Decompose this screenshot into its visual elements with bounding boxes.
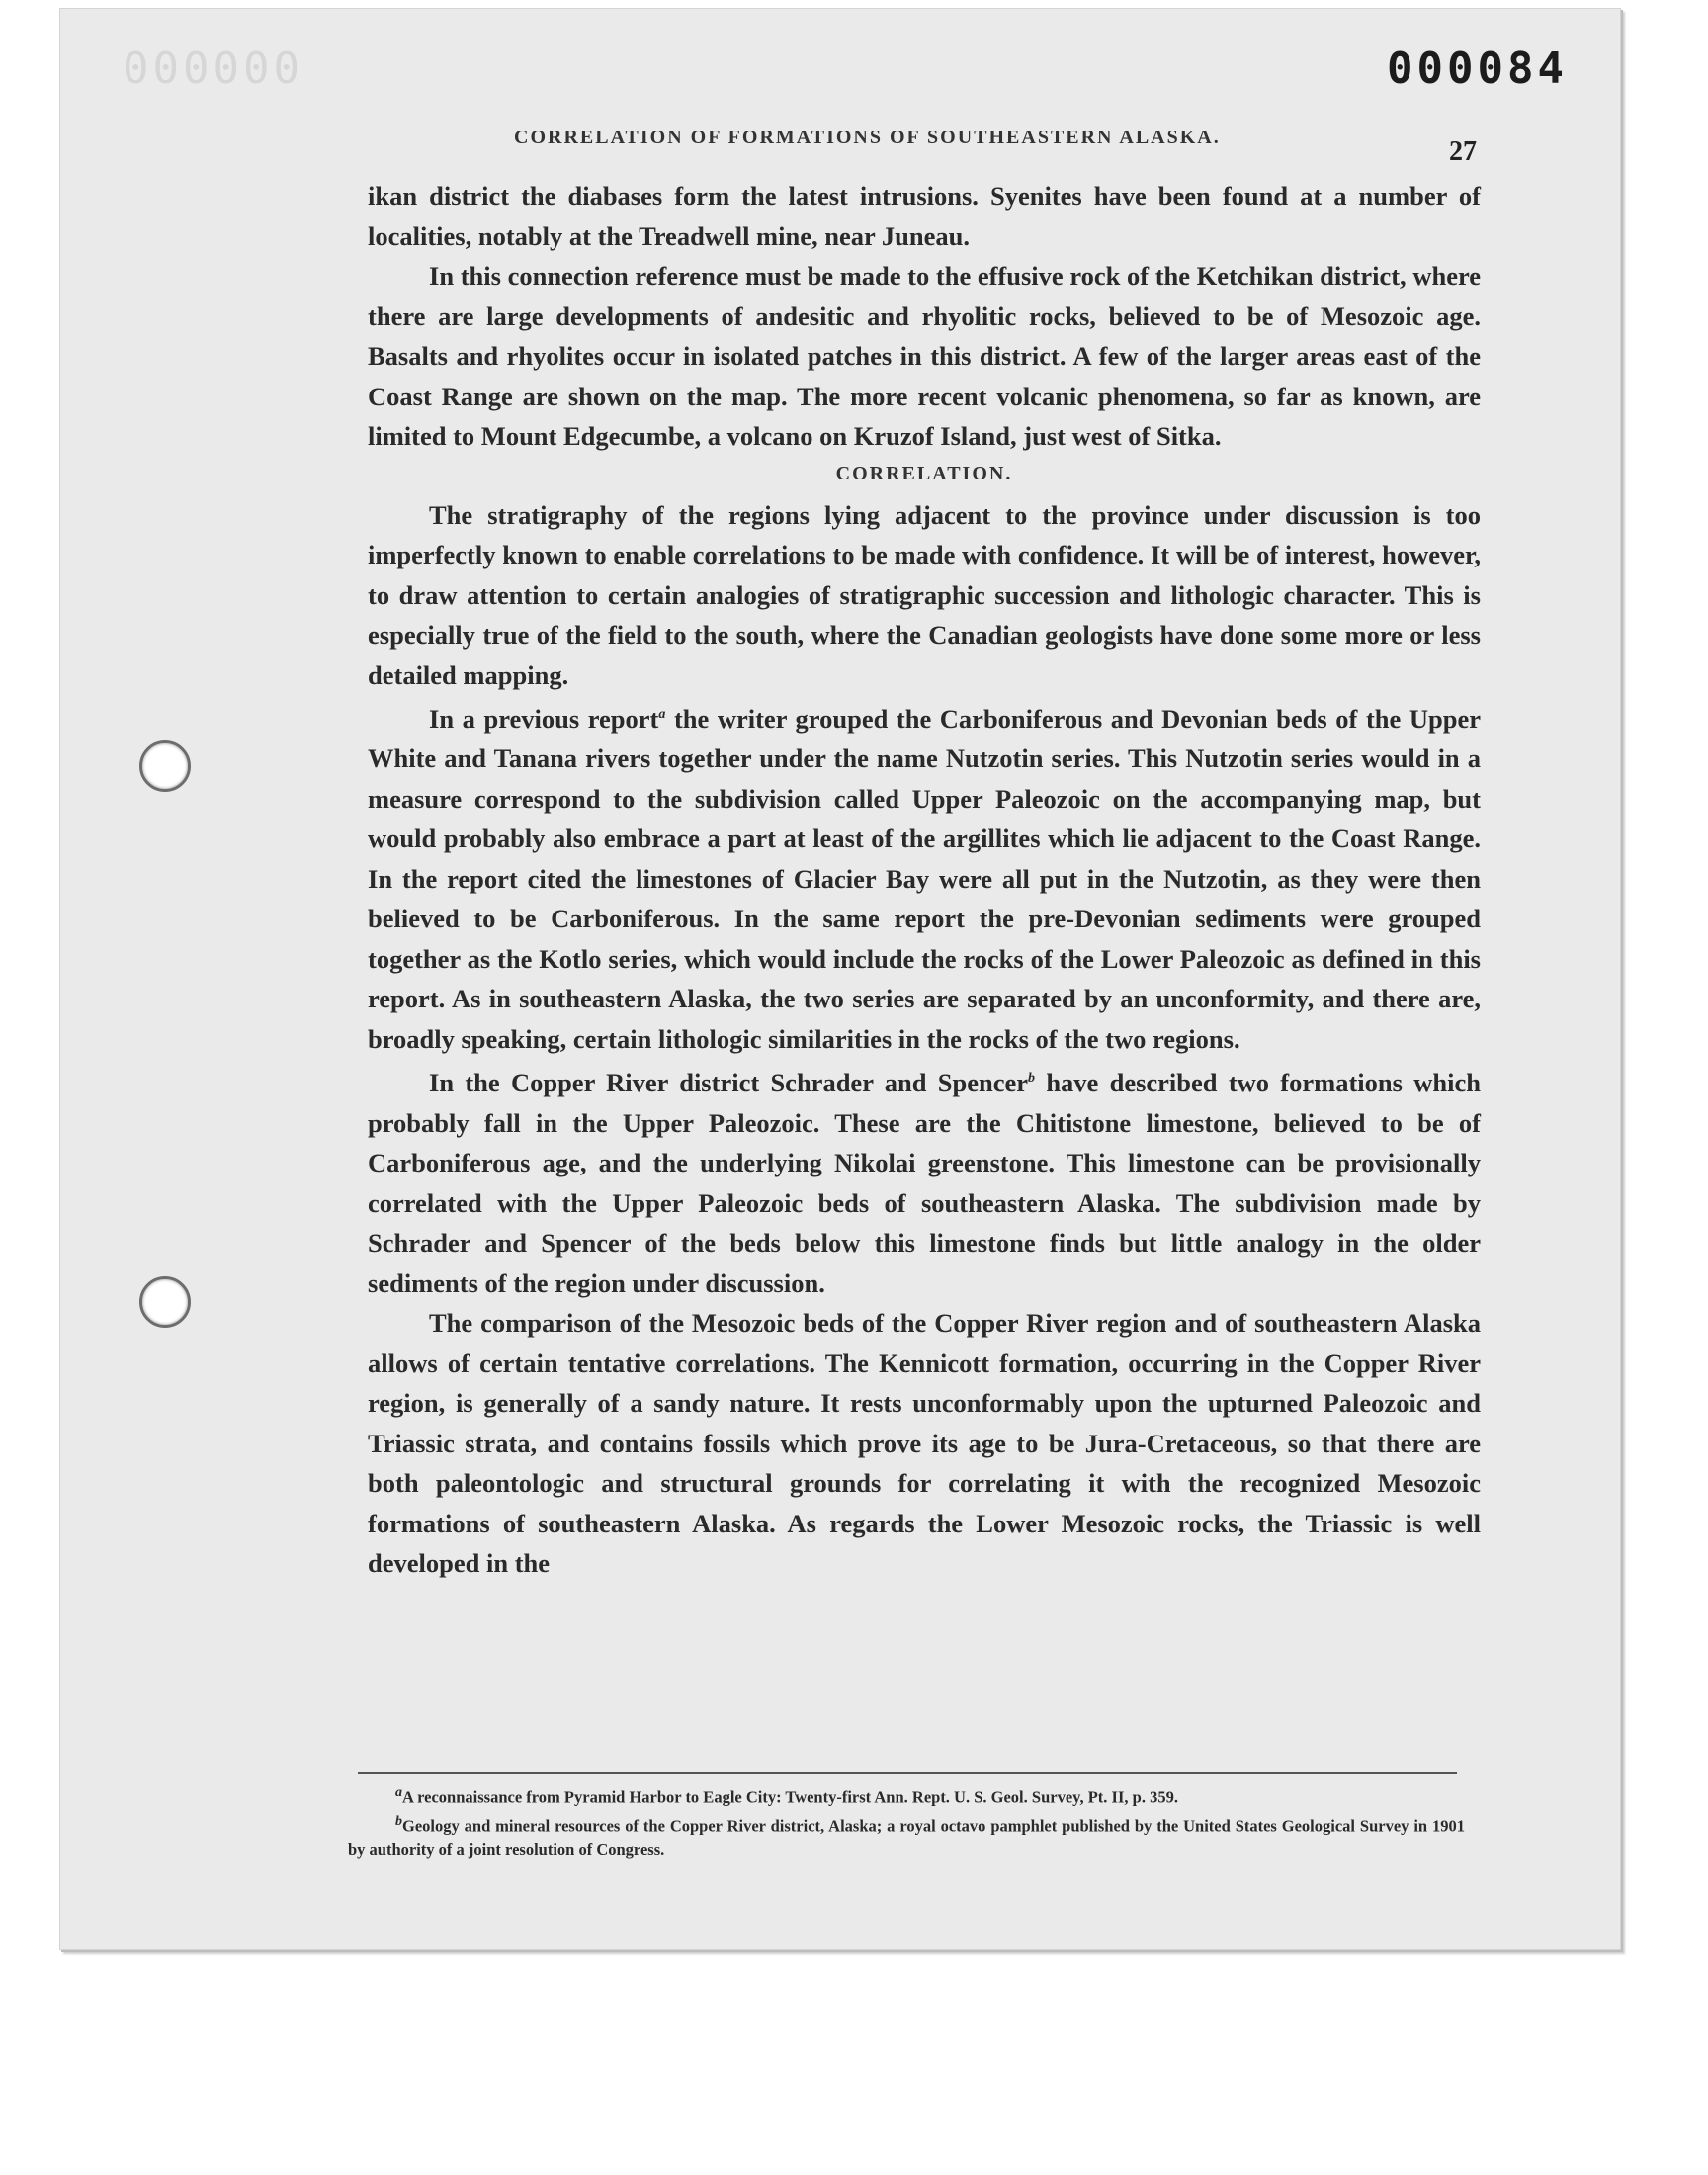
paragraph-text: the writer grouped the Carboniferous and Devonian beds of the Upper White and Tanana rivers together under the name Nutzotin series. This Nutzotin series would in a measure correspond to the subdivision called Upper Paleozoic on the accompanying map, but would probably also embrace a part at least of the argillites which lie adjacent to the Coast Range. In the report cited the limestones of Glacier Bay were all put in the Nutzotin, as they were then believed to be Carboniferous. In the same report the pre-Devonian sediments were grouped together as the Kotlo series, which would include the rocks of the Lower Paleozoic as defined in this report. As in southeastern Alaska, the two series are separated by an unconformity, and there are, broadly speaking, certain lithologic similarities in the rocks of the two regions. — [368, 703, 1481, 1054]
footnote-mark: b — [395, 1813, 402, 1829]
footnote-mark: b — [1028, 1071, 1036, 1087]
footnote-a — [348, 1782, 1465, 1810]
footnote-b — [348, 1810, 1465, 1863]
faded-page-stamp: 000000 — [123, 44, 303, 94]
page-id-stamp: 000084 — [1387, 44, 1568, 94]
paragraph-mesozoic: The comparison of the Mesozoic beds of the Copper River region and of southeastern Alaska allows of certain tentative correlations. The Kennicott formation, occurring in the Copper River region, is generally of a sandy nature. It rests unconformably upon the upturned Paleozoic and Triassic strata, and contains fossils which prove its age to be Jura-Cretaceous, so that there are both paleontologic and structural grounds for correlating it with the recognized Mesozoic formations of southeastern Alaska. As regards the Lower Mesozoic rocks, the Triassic is well developed in the — [368, 1308, 1481, 1579]
footnote-mark: a — [658, 707, 666, 722]
footnotes — [348, 1782, 1465, 1862]
section-heading: CORRELATION. — [835, 462, 1013, 484]
paragraph-text: In a previous report — [429, 703, 659, 734]
page-number: 27 — [1449, 136, 1477, 167]
paragraph-stratigraphy: The stratigraphy of the regions lying adjacent to the province under discussion is too imperfectly known to enable correlations to be made with confidence. It will be of interest, however, to draw attention to certain analogies of stratigraphic succession and lithologic character. This is especially true of the field to the south, where the Canadian geologists have done some more or less detailed mapping. — [368, 499, 1481, 690]
binder-hole-top — [139, 740, 191, 792]
footnote-text: Geology and mineral resources of the Copper River district, Alaska; a royal octavo pamphlet published by the United States Geological Survey in 1901 by authority of a joint resolution of Congress. — [348, 1816, 1465, 1859]
binder-hole-bottom — [139, 1276, 191, 1328]
paragraph-continued: ikan district the diabases form the latest intrusions. Syenites have been found at a number of localities, notably at the Treadwell mine, near Juneau. — [368, 181, 1481, 251]
paragraph-effusive-rocks: In this connection reference must be made to the effusive rock of the Ketchikan district, where there are large developments of andesitic and rhyolitic rocks, believed to be of Mesozoic age. Basalts and rhyolites occur in isolated patches in this district. A few of the larger areas east of the Coast Range are shown on the map. The more recent volcanic phenomena, so far as known, are limited to Mount Edgecumbe, a volcano on Kruzof Island, just west of Sitka. — [368, 261, 1481, 451]
running-head: CORRELATION OF FORMATIONS OF SOUTHEASTERN ALASKA. — [514, 127, 1221, 148]
footnote-divider — [358, 1772, 1457, 1774]
paragraph-nutzotin — [368, 695, 1481, 1059]
body-text — [368, 176, 1481, 1584]
footnote-text: A reconnaissance from Pyramid Harbor to Eagle City: Twenty-first Ann. Rept. U. S. Geol. Survey, Pt. II, p. 359. — [402, 1787, 1178, 1807]
footnote-mark: a — [395, 1785, 402, 1800]
paragraph-text: In the Copper River district Schrader and Spencer — [429, 1068, 1029, 1098]
paragraph-copper-river — [368, 1059, 1481, 1303]
paragraph-text: have described two formations which probably fall in the Upper Paleozoic. These are the Chitistone limestone, believed to be of Carboniferous age, and the underlying Nikolai greenstone. This limestone can be provisionally correlated with the Upper Paleozoic beds of southeastern Alaska. The subdivision made by Schrader and Spencer of the beds below this limestone finds but little analogy in the older sediments of the region under discussion. — [368, 1068, 1481, 1298]
